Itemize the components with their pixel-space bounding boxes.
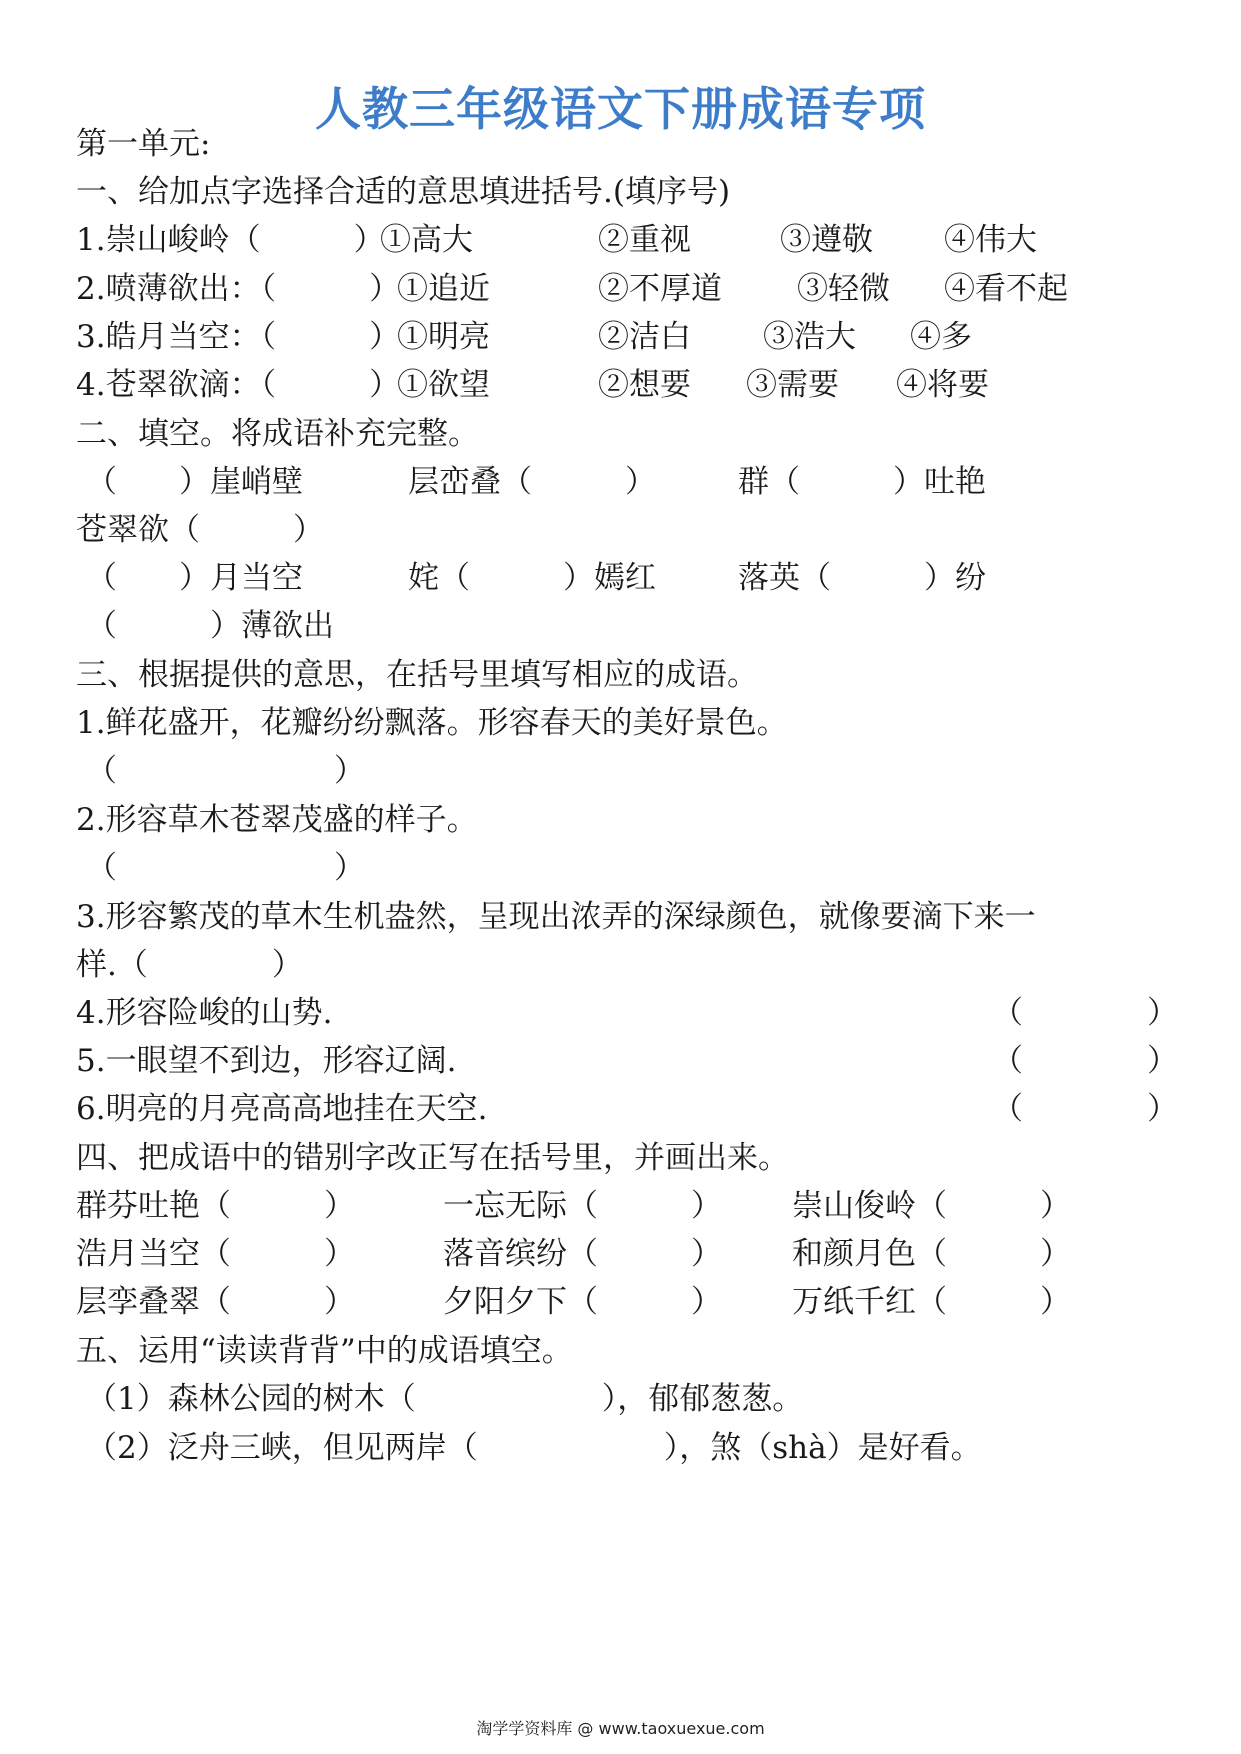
s1-q4-stem: 4.苍翠欲滴：（ ） bbox=[76, 367, 401, 403]
section-4-heading: 四、把成语中的错别字改正写在括号里，并画出来。 bbox=[76, 1140, 789, 1176]
s3-q1-blank: （ ） bbox=[86, 753, 365, 789]
page-title: 人教三年级语文下册成语专项 bbox=[315, 82, 926, 136]
s2-idiom-5: （ ）月当空 bbox=[86, 560, 303, 596]
s1-q1-option-4: ④伟大 bbox=[944, 222, 1037, 258]
s1-q1-option-3: ③遵敬 bbox=[780, 222, 873, 258]
s4-item-3: 崇山俊岭（ ） bbox=[792, 1188, 1071, 1224]
s2-idiom-7: 落英（ ）纷 bbox=[738, 560, 986, 596]
s1-q3-option-2: ②洁白 bbox=[598, 319, 691, 355]
section-3-heading: 三、根据提供的意思，在括号里填写相应的成语。 bbox=[76, 657, 758, 693]
s3-q4-blank: （ ） bbox=[992, 995, 1178, 1031]
s4-item-4: 浩月当空（ ） bbox=[76, 1236, 355, 1272]
s4-item-2: 一忘无际（ ） bbox=[443, 1188, 722, 1224]
s1-q3-stem: 3.皓月当空：（ ） bbox=[76, 319, 401, 355]
s2-idiom-2: 层峦叠（ ） bbox=[408, 464, 656, 500]
s3-q6: 6.明亮的月亮高高地挂在天空. bbox=[76, 1091, 488, 1127]
s5-line-1: （1）森林公园的树木（ ），郁郁葱葱。 bbox=[86, 1381, 804, 1417]
s1-q4-option-4: ④将要 bbox=[896, 367, 989, 403]
s1-q2-stem: 2.喷薄欲出：（ ） bbox=[76, 271, 401, 307]
s1-q2-option-2: ②不厚道 bbox=[598, 271, 722, 307]
unit-label: 第一单元: bbox=[76, 126, 211, 162]
footer-watermark: 淘学学资料库 @ www.taoxuexue.com bbox=[476, 1719, 765, 1738]
s1-q2-option-3: ③轻微 bbox=[797, 271, 890, 307]
s5-line-2: （2）泛舟三峡，但见两岸（ ），煞（shà）是好看。 bbox=[86, 1430, 982, 1466]
s2-idiom-3: 群（ ）吐艳 bbox=[738, 464, 986, 500]
s1-q1-option-2: ②重视 bbox=[598, 222, 691, 258]
s4-item-9: 万纸千红（ ） bbox=[792, 1284, 1071, 1320]
s3-q6-blank: （ ） bbox=[992, 1091, 1178, 1127]
s3-q5-blank: （ ） bbox=[992, 1043, 1178, 1079]
s4-item-7: 层孪叠翠（ ） bbox=[76, 1284, 355, 1320]
s2-idiom-4: 苍翠欲（ ） bbox=[76, 512, 324, 548]
s3-q3-continuation: 样.（ ） bbox=[76, 947, 303, 983]
s3-q2: 2.形容草木苍翠茂盛的样子。 bbox=[76, 802, 478, 838]
s4-item-1: 群芬吐艳（ ） bbox=[76, 1188, 355, 1224]
s3-q1: 1.鲜花盛开，花瓣纷纷飘落。形容春天的美好景色。 bbox=[76, 705, 788, 741]
section-5-heading: 五、运用“读读背背”中的成语填空。 bbox=[76, 1333, 573, 1369]
section-1-heading: 一、给加点字选择合适的意思填进括号.(填序号) bbox=[76, 174, 731, 210]
s1-q4-option-1: ①欲望 bbox=[397, 367, 490, 403]
s1-q4-option-2: ②想要 bbox=[598, 367, 691, 403]
s3-q3: 3.形容繁茂的草木生机盎然，呈现出浓弄的深绿颜色，就像要滴下来一 bbox=[76, 899, 1036, 935]
s2-idiom-6: 姹（ ）嫣红 bbox=[408, 560, 656, 596]
s1-q2-option-4: ④看不起 bbox=[944, 271, 1068, 307]
s1-q3-option-3: ③浩大 bbox=[763, 319, 856, 355]
s2-idiom-8: （ ）薄欲出 bbox=[86, 608, 334, 644]
s4-item-5: 落音缤纷（ ） bbox=[443, 1236, 722, 1272]
s1-q1-stem: 1.崇山峻岭（ ） bbox=[76, 222, 385, 258]
s2-idiom-1: （ ）崖峭壁 bbox=[86, 464, 303, 500]
section-2-heading: 二、填空。将成语补充完整。 bbox=[76, 416, 479, 452]
s1-q2-option-1: ①追近 bbox=[397, 271, 490, 307]
s3-q4: 4.形容险峻的山势. bbox=[76, 995, 333, 1031]
s3-q5: 5.一眼望不到边，形容辽阔. bbox=[76, 1043, 457, 1079]
s4-item-8: 夕阳夕下（ ） bbox=[443, 1284, 722, 1320]
s3-q2-blank: （ ） bbox=[86, 850, 365, 886]
s1-q1-option-1: ①高大 bbox=[380, 222, 473, 258]
s1-q3-option-4: ④多 bbox=[910, 319, 972, 355]
s1-q4-option-3: ③需要 bbox=[746, 367, 839, 403]
s4-item-6: 和颜月色（ ） bbox=[792, 1236, 1071, 1272]
s1-q3-option-1: ①明亮 bbox=[397, 319, 490, 355]
